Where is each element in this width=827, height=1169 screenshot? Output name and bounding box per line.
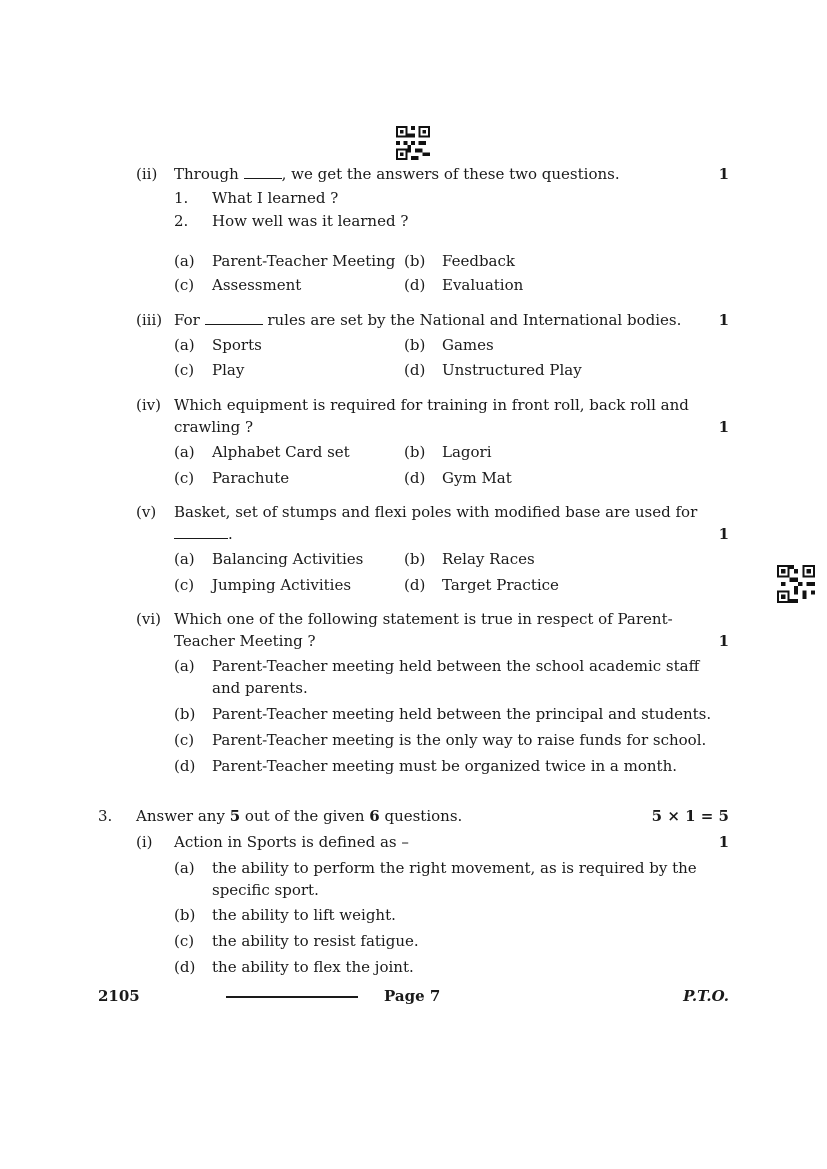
q2-v-opt-c-label: (c) xyxy=(174,576,195,594)
q2-v-marks: 1 xyxy=(718,525,729,543)
qr-code-side xyxy=(776,565,816,603)
q2-iii-opt-c-text: Play xyxy=(212,361,245,379)
q3-instruction: Answer any 5 out of the given 6 questions. xyxy=(136,807,463,825)
q2-iv-opt-c-label: (c) xyxy=(174,469,195,487)
paper-code: 2105 xyxy=(98,987,140,1005)
q2-ii-opt-b-text: Feedback xyxy=(442,252,515,270)
q3-i-opt-b-text: the ability to lift weight. xyxy=(212,906,396,924)
q2-vi-stem-line1: Which one of the following statement is true in respect of Parent- xyxy=(174,610,673,628)
q2-v-opt-b-label: (b) xyxy=(404,550,426,568)
q2-ii-opt-d-text: Evaluation xyxy=(442,276,524,294)
q2-v-stem-line2: . xyxy=(174,524,233,544)
q2-iii-stem: For rules are set by the National and International bodies. xyxy=(174,311,682,329)
q2-v-opt-a-label: (a) xyxy=(174,550,195,568)
q2-iv-opt-a-text: Alphabet Card set xyxy=(212,443,350,461)
q2-ii-sub-2-text: How well was it learned ? xyxy=(212,212,409,230)
q2-v-opt-d-text: Target Practice xyxy=(442,576,559,594)
q2-iii-opt-a-label: (a) xyxy=(174,336,195,354)
q3-i-opt-a-line2: specific sport. xyxy=(212,881,319,899)
footer-divider xyxy=(226,996,358,998)
q2-v-opt-b-text: Relay Races xyxy=(442,550,535,568)
q2-v-opt-c-text: Jumping Activities xyxy=(212,576,352,594)
q3-i-opt-d-text: the ability to flex the joint. xyxy=(212,958,414,976)
q2-iii-label: (iii) xyxy=(136,311,163,329)
q3-i-opt-d-label: (d) xyxy=(174,958,196,976)
q2-ii-label: (ii) xyxy=(136,165,158,183)
q3-marks: 5 × 1 = 5 xyxy=(651,807,729,825)
q2-iii-opt-b-text: Games xyxy=(442,336,494,354)
q2-ii-opt-c-text: Assessment xyxy=(212,276,302,294)
q2-ii-sub-2-num: 2. xyxy=(174,212,189,230)
q2-iv-opt-d-text: Gym Mat xyxy=(442,469,512,487)
q3-i-stem: Action in Sports is defined as – xyxy=(174,833,409,851)
q3-number: 3. xyxy=(98,807,113,825)
q2-iv-stem-line1: Which equipment is required for training in front roll, back roll and xyxy=(174,396,689,414)
q2-vi-opt-d-text: Parent-Teacher meeting must be organized twice in a month. xyxy=(212,757,677,775)
q2-v-opt-a-text: Balancing Activities xyxy=(212,550,364,568)
q2-ii-opt-d-label: (d) xyxy=(404,276,426,294)
q3-i-marks: 1 xyxy=(718,833,729,851)
q2-iv-opt-b-text: Lagori xyxy=(442,443,492,461)
q2-ii-opt-a-text: Parent-Teacher Meeting xyxy=(212,252,396,270)
qr-code-top xyxy=(395,126,431,160)
q2-vi-label: (vi) xyxy=(136,610,161,628)
q2-vi-opt-c-label: (c) xyxy=(174,731,195,749)
q2-iii-opt-d-label: (d) xyxy=(404,361,426,379)
q2-ii-marks: 1 xyxy=(718,165,729,183)
q2-vi-opt-d-label: (d) xyxy=(174,757,196,775)
q2-vi-opt-a-line1: Parent-Teacher meeting held between the school academic staff xyxy=(212,657,700,675)
q3-i-opt-b-label: (b) xyxy=(174,906,196,924)
q2-iv-opt-d-label: (d) xyxy=(404,469,426,487)
q2-v-stem-line1: Basket, set of stumps and flexi poles with modified base are used for xyxy=(174,503,698,521)
q2-iv-marks: 1 xyxy=(718,418,729,436)
q2-v-label: (v) xyxy=(136,503,157,521)
q2-vi-stem-line2: Teacher Meeting ? xyxy=(174,632,316,650)
q2-iv-opt-c-text: Parachute xyxy=(212,469,290,487)
q2-ii-opt-b-label: (b) xyxy=(404,252,426,270)
q2-iv-label: (iv) xyxy=(136,396,161,414)
q2-ii-opt-a-label: (a) xyxy=(174,252,195,270)
q2-vi-opt-a-line2: and parents. xyxy=(212,679,308,697)
q2-ii-sub-1-num: 1. xyxy=(174,189,189,207)
q2-iv-opt-a-label: (a) xyxy=(174,443,195,461)
q2-iii-opt-d-text: Unstructured Play xyxy=(442,361,582,379)
q3-i-opt-c-text: the ability to resist fatigue. xyxy=(212,932,419,950)
q2-vi-opt-c-text: Parent-Teacher meeting is the only way to raise funds for school. xyxy=(212,731,707,749)
q2-vi-opt-a-label: (a) xyxy=(174,657,195,675)
q2-iii-marks: 1 xyxy=(718,311,729,329)
q2-iii-opt-b-label: (b) xyxy=(404,336,426,354)
q2-ii-sub-1-text: What I learned ? xyxy=(212,189,339,207)
pto-label: P.T.O. xyxy=(683,987,729,1005)
page-number: Page 7 xyxy=(384,987,441,1005)
q2-iii-opt-c-label: (c) xyxy=(174,361,195,379)
q3-i-opt-a-label: (a) xyxy=(174,859,195,877)
q2-ii-opt-c-label: (c) xyxy=(174,276,195,294)
q2-vi-opt-b-label: (b) xyxy=(174,705,196,723)
q2-iii-opt-a-text: Sports xyxy=(212,336,262,354)
q2-ii-stem: Through , we get the answers of these two questions. xyxy=(174,165,620,183)
q3-i-opt-c-label: (c) xyxy=(174,932,195,950)
q2-vi-marks: 1 xyxy=(718,632,729,650)
q2-iv-opt-b-label: (b) xyxy=(404,443,426,461)
q3-i-label: (i) xyxy=(136,833,153,851)
q3-i-opt-a-line1: the ability to perform the right movement, as is required by the xyxy=(212,859,697,877)
q2-vi-opt-b-text: Parent-Teacher meeting held between the principal and students. xyxy=(212,705,712,723)
q2-v-opt-d-label: (d) xyxy=(404,576,426,594)
q2-iv-stem-line2: crawling ? xyxy=(174,418,254,436)
